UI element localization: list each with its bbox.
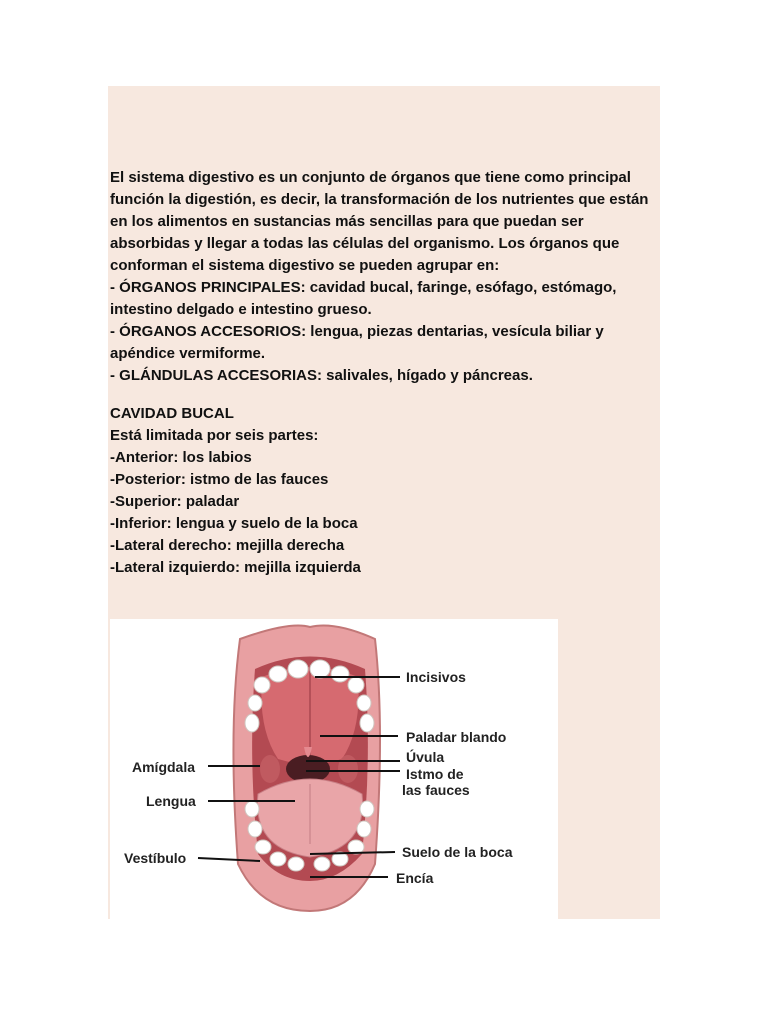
document-body [110,167,658,579]
label-lengua: Lengua [146,793,196,809]
label-amigdala: Amígdala [132,759,196,775]
label-istmo: Istmo de [406,766,464,782]
label-uvula: Úvula [406,749,445,765]
list-item: -Posterior: istmo de las fauces [110,471,329,488]
list-item: -Lateral derecho: mejilla derecha [110,537,345,554]
section-title: CAVIDAD BUCAL [110,405,234,422]
list-item: -Lateral izquierdo: mejilla izquierda [110,559,361,576]
section-subtitle: Está limitada por seis partes: [110,427,319,444]
intro-paragraph: El sistema digestivo es un conjunto de órganos que tiene como principal función la digestión, es decir, la transformación de los nutrientes que están en los alimentos en sustancias más sencillas para que puedan ser absorbidas y llegar a todas las células del organismo. Los órganos que conforman el sistema digestivo se pueden agrupar en: [110,169,649,274]
list-item: -Anterior: los labios [110,449,252,466]
label-incisivos: Incisivos [406,669,466,685]
mouth-diagram [110,619,558,919]
label-vestibulo: Vestíbulo [124,850,187,866]
list-item: -Inferior: lengua y suelo de la boca [110,515,358,532]
list-item: - ÓRGANOS ACCESORIOS: lengua, piezas dentarias, vesícula biliar y apéndice vermiforme. [110,323,604,362]
label-suelo-boca: Suelo de la boca [402,844,513,860]
list-item: -Superior: paladar [110,493,240,510]
label-istmo-2: las fauces [402,782,470,798]
label-paladar-blando: Paladar blando [406,729,507,745]
list-item: - ÓRGANOS PRINCIPALES: cavidad bucal, faringe, esófago, estómago, intestino delgado e intestino grueso. [110,279,617,318]
list-item: - GLÁNDULAS ACCESORIAS: salivales, hígado y páncreas. [110,367,533,384]
label-encia: Encía [396,870,434,886]
